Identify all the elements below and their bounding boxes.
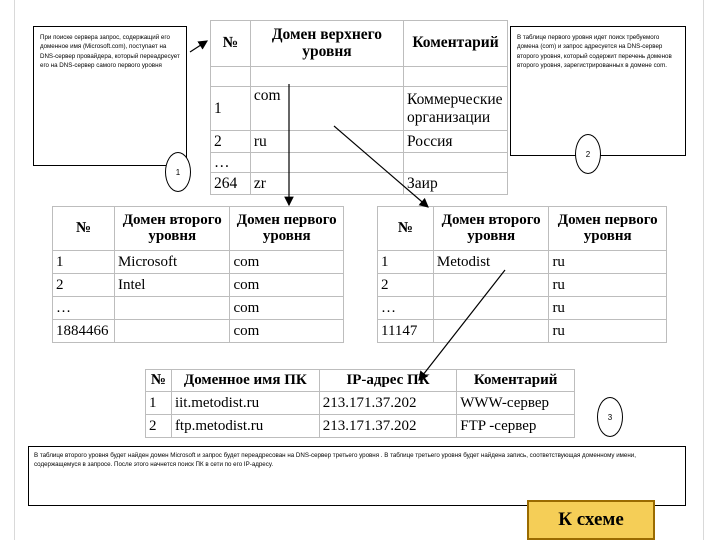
col-first-domain-header: Домен первого уровня [230, 207, 344, 251]
cell: com [250, 87, 403, 131]
arrow-metodist-to-third-level [419, 270, 505, 380]
col-top-domain-header: Домен верхнего уровня [250, 21, 403, 67]
cell: Intel [114, 274, 230, 297]
arrow-to-top-table [190, 41, 207, 52]
col-comment-header: Коментарий [404, 21, 508, 67]
col-pc-domain-header: Доменное имя ПК [171, 370, 319, 392]
cell: … [378, 297, 434, 320]
note-dns-provider-text: При поиске сервера запрос, содержащий его доменное имя (Microsoft.com), поступает на DNS-сервер провайдера, который переадресует его на DNS-сервер самого первого уровня [40, 34, 180, 69]
cell: com [230, 320, 344, 343]
col-number-header: № [53, 207, 115, 251]
col-second-domain-header: Домен второго уровня [114, 207, 230, 251]
col-second-domain-header: Домен второго уровня [433, 207, 549, 251]
cell: com [230, 297, 344, 320]
cell: 2 [211, 131, 251, 153]
cell: ftp.metodist.ru [171, 415, 319, 438]
col-first-domain-header: Домен первого уровня [549, 207, 667, 251]
cell: ru [250, 131, 403, 153]
cell: 264 [211, 173, 251, 195]
note-second-third-level-text: В таблице второго уровня будет найден домен Microsoft и запрос будет переадресован на DNS-сервер третьего уровня . В таблице третьего уровня будет найдена запись, соответствующая доменному имени, содержащемуся в запросе. После этого начнется поиск ПК в сети по его IP-адресу. [34, 452, 636, 469]
marker-3-label: 3 [607, 412, 613, 422]
cell: ru [549, 297, 667, 320]
cell: 213.171.37.202 [319, 392, 457, 415]
cell: Microsoft [114, 251, 230, 274]
to-scheme-button[interactable]: К схеме [527, 500, 655, 540]
cell: Россия [404, 131, 508, 153]
arrow-ru-to-second-level [334, 126, 428, 207]
col-number-header: № [146, 370, 172, 392]
cell: Заир [404, 173, 508, 195]
cell: com [230, 251, 344, 274]
cell: … [53, 297, 115, 320]
cell: 1 [211, 87, 251, 131]
col-number-header: № [378, 207, 434, 251]
cell: FTP -сервер [457, 415, 575, 438]
cell: ru [549, 251, 667, 274]
cell: Коммерческие организации [404, 87, 508, 131]
cell: 11147 [378, 320, 434, 343]
col-comment-header: Коментарий [457, 370, 575, 392]
cell: iit.metodist.ru [171, 392, 319, 415]
cell: 213.171.37.202 [319, 415, 457, 438]
cell: zr [250, 173, 403, 195]
cell: com [230, 274, 344, 297]
col-ip-header: IP-адрес ПК [319, 370, 457, 392]
cell: ru [549, 274, 667, 297]
col-number-header: № [211, 21, 251, 67]
note-first-level-text: В таблице первого уровня идет поиск требуемого домена (com) и запрос адресуется на DNS-сервер второго уровня, который содержит перечень доменов второго уровня, зарегистрированных в домене com. [517, 34, 672, 69]
cell: 2 [378, 274, 434, 297]
cell: 1 [53, 251, 115, 274]
cell: 1 [146, 392, 172, 415]
cell: 2 [146, 415, 172, 438]
cell: … [211, 153, 251, 173]
cell: 1884466 [53, 320, 115, 343]
cell: WWW-сервер [457, 392, 575, 415]
cell: ru [549, 320, 667, 343]
marker-2-label: 2 [585, 149, 591, 159]
cell: 2 [53, 274, 115, 297]
cell: 1 [378, 251, 434, 274]
cell: Metodist [433, 251, 549, 274]
marker-1-label: 1 [175, 167, 181, 177]
